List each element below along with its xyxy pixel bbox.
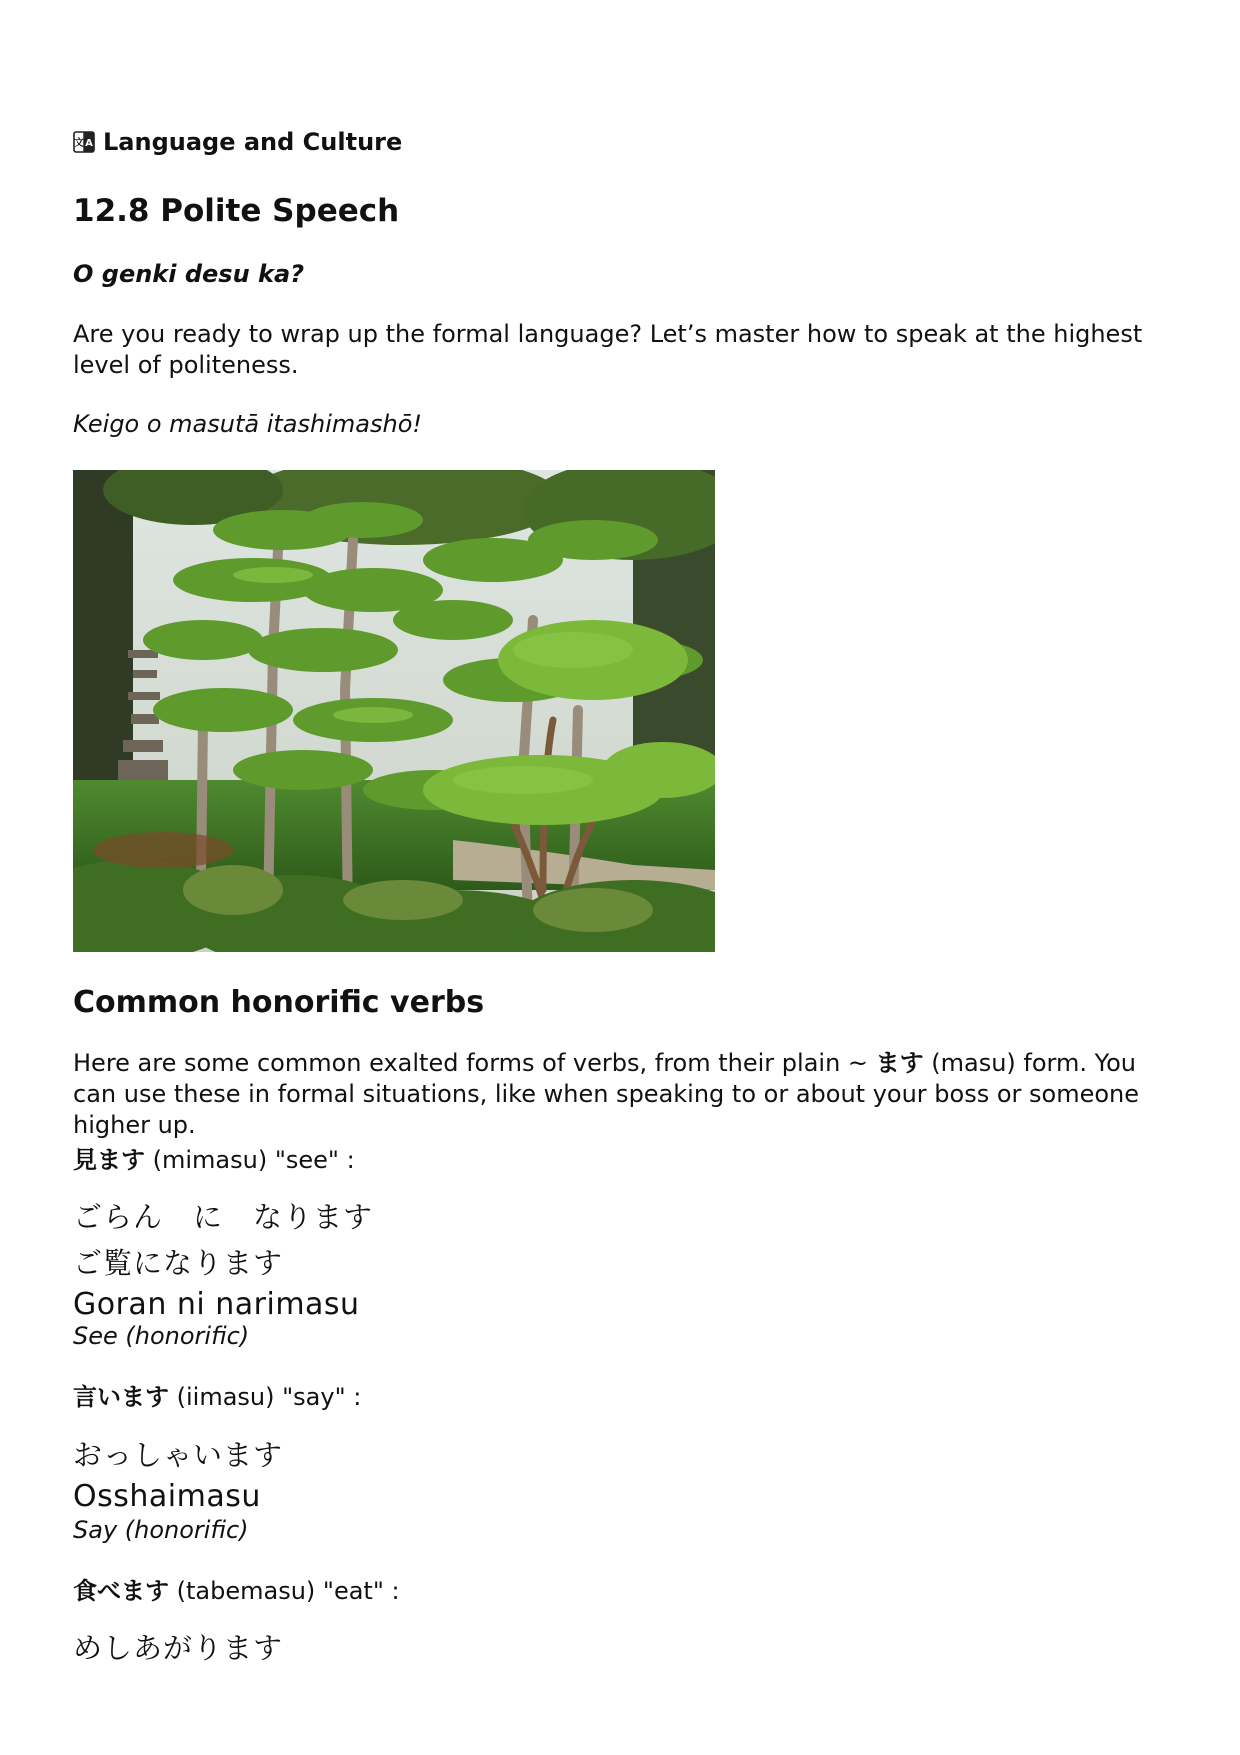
verb-kana-line [73,1195,373,1236]
section-label-text: Language and Culture [103,128,403,156]
verb-romaji: Goran ni narimasu [73,1287,360,1322]
verb-meaning: Say (honorific) [73,1516,249,1544]
greeting: O genki desu ka? [73,260,305,288]
kana-part: なります [253,1200,374,1234]
verb-plain-jp: 食べます [73,1577,169,1605]
verb-plain-rest: (mimasu) "see" : [145,1146,355,1174]
motto: Keigo o masutā itashimashō! [73,410,422,438]
honorific-verbs-explanation [73,1048,1173,1141]
svg-text:文: 文 [74,138,84,149]
verb-header-mimasu [73,1140,355,1175]
verb-romaji: Osshaimasu [73,1479,261,1514]
verb-plain-rest: (iimasu) "say" : [169,1383,362,1411]
svg-text:A: A [85,138,93,149]
verb-kanji-line: ご覧になります [73,1246,284,1280]
honorific-verbs-heading: Common honorific verbs [73,985,485,1020]
verb-plain-jp: 見ます [73,1146,145,1174]
explain-after: (masu) form. You can use these in formal situations, like when speaking to or about your boss or someone higher up. [73,1049,1140,1139]
verb-meaning: See (honorific) [73,1322,250,1350]
section-label [73,128,402,156]
verb-kana-line: おっしゃいます [73,1438,284,1472]
kana-part: に [193,1200,224,1234]
verb-header-iimasu [73,1377,361,1412]
verb-plain-rest: (tabemasu) "eat" : [169,1577,400,1605]
page-title: 12.8 Polite Speech [73,193,400,229]
japanese-garden-photo [73,470,715,952]
intro-paragraph: Are you ready to wrap up the formal language? Let’s master how to speak at the highest level of politeness. [73,320,1143,379]
explain-masu: ます [875,1049,924,1077]
verb-header-tabemasu [73,1571,400,1606]
verb-plain-jp: 言います [73,1383,169,1411]
verb-kana-line: めしあがります [73,1631,284,1665]
explain-before: Here are some common exalted forms of verbs, from their plain ~ [73,1049,876,1077]
translate-book-icon [73,130,95,154]
kana-part: ごらん [73,1200,164,1234]
